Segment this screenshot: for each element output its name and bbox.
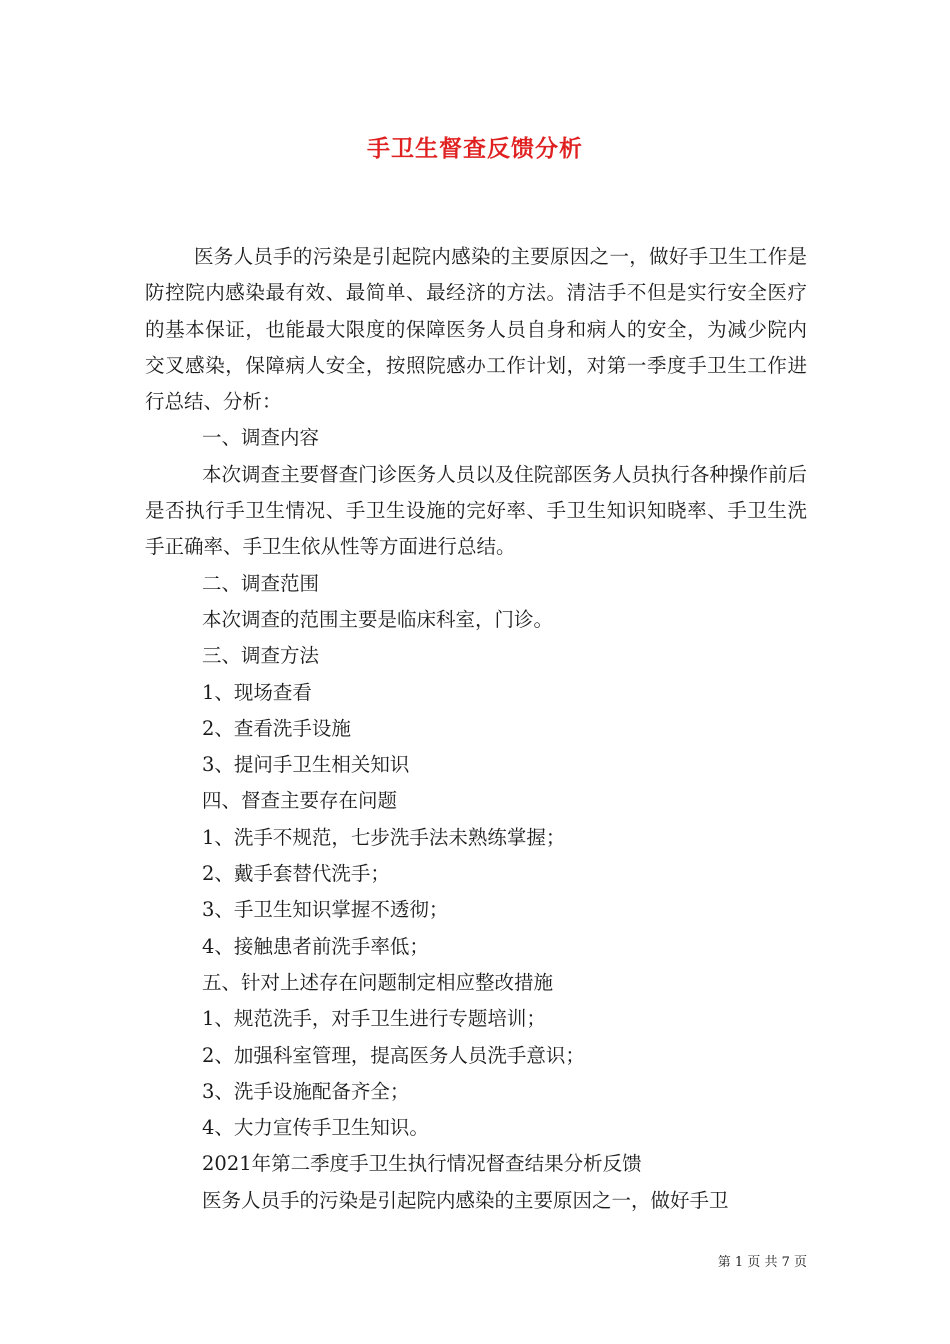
section-1-body: 本次调查主要督查门诊医务人员以及住院部医务人员执行各种操作前后是否执行手卫生情况、手卫生设施的完好率、手卫生知识知晓率、手卫生洗手正确率、手卫生依从性等方面进行总结。 [145, 462, 807, 559]
section-3-heading: 三、调查方法 [202, 644, 320, 668]
document-title: 手卫生督查反馈分析 [367, 135, 583, 162]
list-item: 3、洗手设施配备齐全； [202, 1079, 410, 1103]
list-item: 2、戴手套替代洗手； [202, 862, 390, 886]
list-item: 2、加强科室管理，提高医务人员洗手意识； [202, 1043, 585, 1067]
next-report-title: 2021年第二季度手卫生执行情况督查结果分析反馈 [202, 1152, 642, 1176]
list-item: 1、现场查看 [202, 680, 312, 704]
list-item: 3、手卫生知识掌握不透彻； [202, 898, 449, 922]
section-2-heading: 二、调查范围 [202, 571, 320, 595]
list-item: 4、接触患者前洗手率低； [202, 934, 429, 958]
list-item: 2、查看洗手设施 [202, 716, 351, 740]
section-2-body: 本次调查的范围主要是临床科室，门诊。 [202, 607, 554, 631]
list-item: 1、规范洗手，对手卫生进行专题培训； [202, 1007, 546, 1031]
list-item: 4、大力宣传手卫生知识。 [202, 1116, 429, 1140]
intro-paragraph: 医务人员手的污染是引起院内感染的主要原因之一，做好手卫生工作是防控院内感染最有效、最简单、最经济的方法。清洁手不但是实行安全医疗的基本保证，也能最大限度的保障医务人员自身和病人的安全，为减少院内交叉感染，保障病人安全，按照院感办工作计划，对第一季度手卫生工作进行总结、分析： [145, 245, 807, 414]
next-report-intro: 医务人员手的污染是引起院内感染的主要原因之一，做好手卫 [202, 1188, 729, 1212]
list-item: 3、提问手卫生相关知识 [202, 753, 410, 777]
page-number: 第 1 页 共 7 页 [717, 1255, 807, 1270]
document-body [145, 239, 807, 1219]
section-1-heading: 一、调查内容 [202, 426, 320, 450]
section-5-heading: 五、针对上述存在问题制定相应整改措施 [202, 970, 554, 994]
list-item: 1、洗手不规范，七步洗手法未熟练掌握； [202, 825, 566, 849]
section-4-heading: 四、督查主要存在问题 [202, 789, 398, 813]
